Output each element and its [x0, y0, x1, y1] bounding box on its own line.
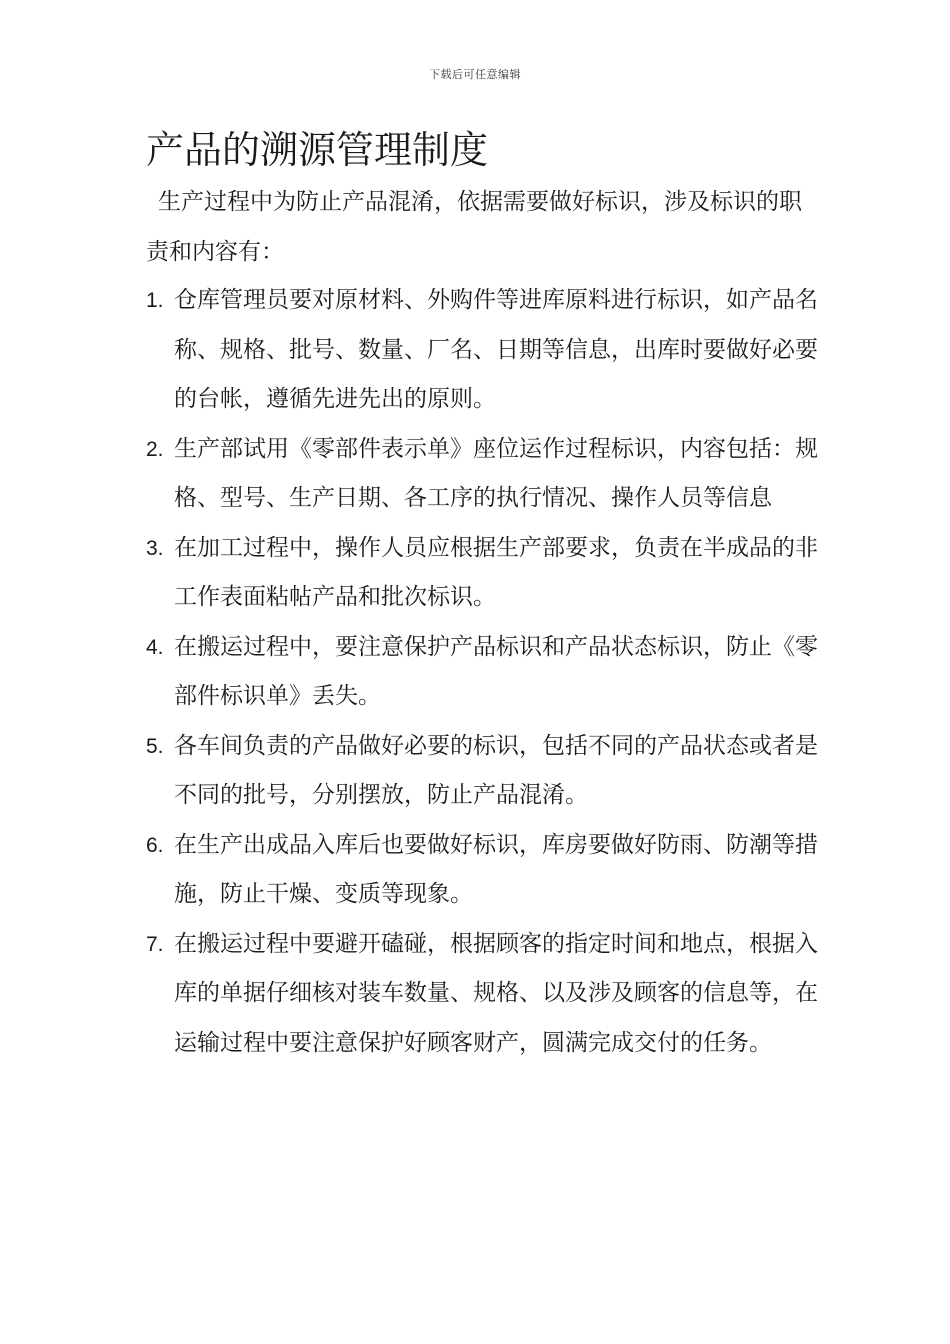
list-item [146, 524, 826, 623]
list-number: 2. [146, 437, 164, 461]
list-item-text: 各车间负责的产品做好必要的标识，包括不同的产品状态或者是不同的批号，分别摆放，防止产品混淆。 [174, 732, 818, 808]
list-number: 1. [146, 289, 164, 312]
list-number: 3. [146, 536, 164, 560]
responsibility-list [146, 276, 826, 1068]
list-item-text: 在生产出成品入库后也要做好标识，库房要做好防雨、防潮等措施，防止干燥、变质等现象。 [174, 831, 818, 907]
page-title: 产品的溯源管理制度 [146, 128, 489, 172]
list-item-text: 在搬运过程中要避开磕碰，根据顾客的指定时间和地点，根据入库的单据仔细核对装车数量、规格、以及涉及顾客的信息等，在运输过程中要注意保护好顾客财产，圆满完成交付的任务。 [174, 930, 818, 1056]
list-item-text: 生产部试用《零部件表示单》座位运作过程标识，内容包括：规格、型号、生产日期、各工序的执行情况、操作人员等信息 [174, 435, 818, 511]
list-number: 6. [146, 833, 164, 857]
list-item-text: 仓库管理员要对原材料、外购件等进库原料进行标识，如产品名称、规格、批号、数量、厂名、日期等信息，出库时要做好必要的台帐，遵循先进先出的原则。 [174, 287, 818, 412]
list-item [146, 276, 826, 425]
list-item-text: 在搬运过程中，要注意保护产品标识和产品状态标识，防止《零部件标识单》丢失。 [174, 633, 818, 709]
header-note: 下载后可任意编辑 [429, 68, 521, 81]
list-item [146, 425, 826, 524]
list-number: 4. [146, 635, 164, 659]
list-item [146, 623, 826, 722]
list-item [146, 821, 826, 920]
list-number: 5. [146, 734, 164, 758]
list-item [146, 722, 826, 821]
list-number: 7. [146, 932, 164, 956]
intro-paragraph: 生产过程中为防止产品混淆，依据需要做好标识，涉及标识的职责和内容有： [146, 189, 802, 265]
list-item-text: 在加工过程中，操作人员应根据生产部要求，负责在半成品的非工作表面粘帖产品和批次标识。 [174, 534, 818, 610]
list-item [146, 920, 826, 1069]
